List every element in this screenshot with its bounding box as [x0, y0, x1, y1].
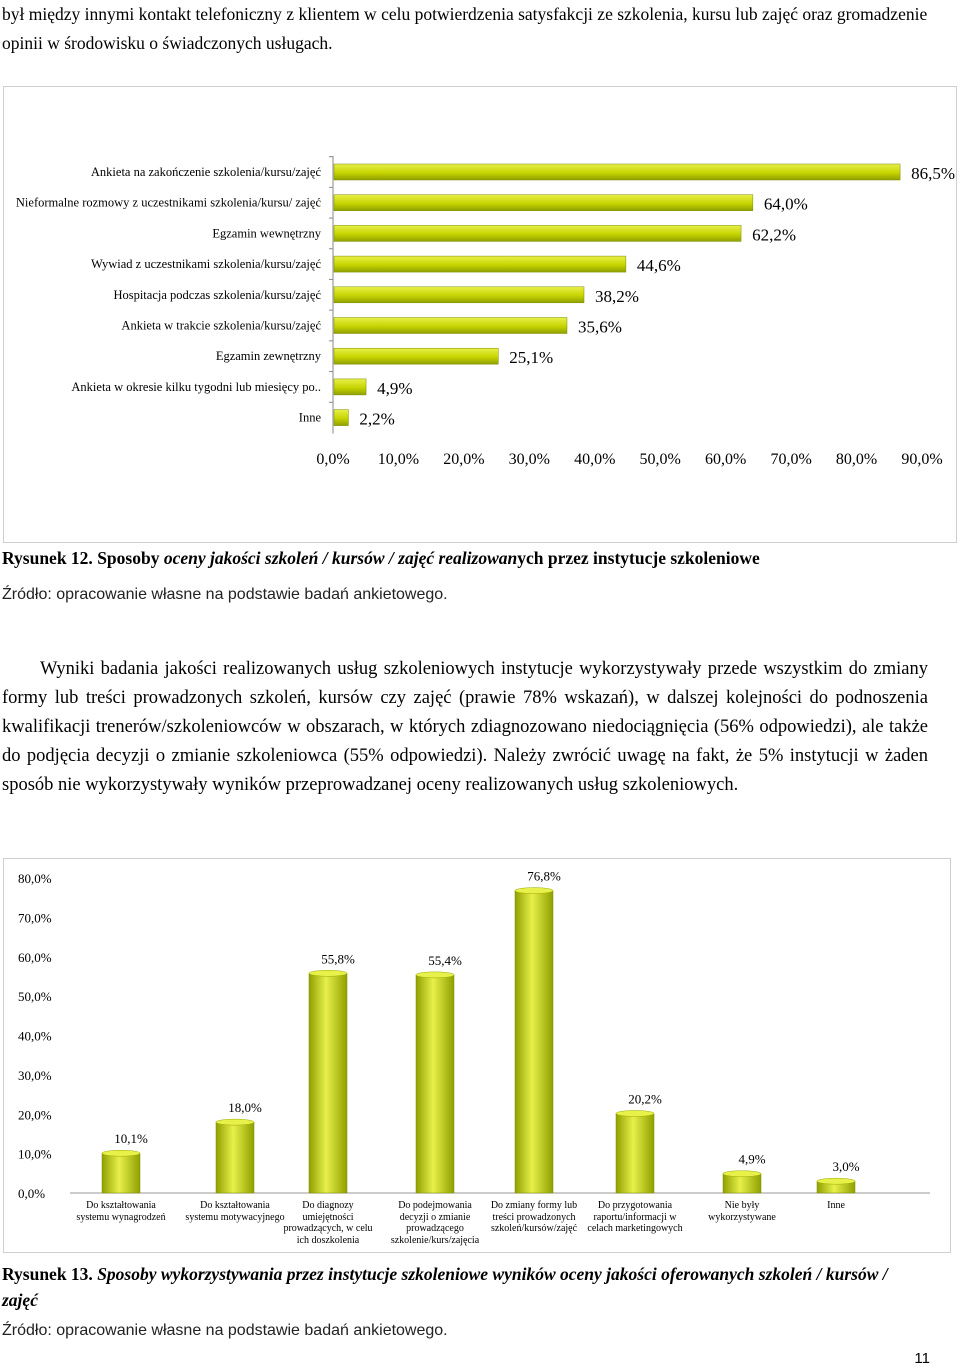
chart-13-y-tick-label: 50,0% [18, 989, 52, 1005]
chart-13-value-label: 10,1% [114, 1131, 148, 1147]
chart-13-bar-cap [216, 1119, 254, 1125]
chart-12-category-label: Ankieta w trakcie szkolenia/kursu/zajęć [121, 318, 321, 333]
chart-12-category-label: Wywiad z uczestnikami szkolenia/kursu/zajęć [90, 257, 321, 272]
figure-12-caption-italic: oceny jakości szkoleń / kursów / zajęć realizowan [163, 548, 518, 568]
figure-12-source: Źródło: opracowanie własne na podstawie badań ankietowego. [2, 586, 448, 603]
chart-13-bar [416, 975, 454, 1193]
chart-12-x-tick-label: 20,0% [443, 451, 485, 468]
chart-12-value-label: 62,2% [752, 225, 796, 245]
chart-13-bar-cap [515, 888, 553, 894]
chart-13-category-label: Nie były wykorzystywane [708, 1200, 776, 1223]
chart-13-bar-cap [817, 1178, 855, 1184]
chart-13-y-tick-label: 60,0% [18, 949, 52, 965]
chart-13-bar-cap [723, 1171, 761, 1177]
chart-12-category-label: Inne [298, 410, 321, 425]
chart-13-y-tick-label: 70,0% [18, 910, 52, 926]
chart-13-value-label: 55,4% [428, 952, 462, 968]
figure-13-caption [2, 1261, 902, 1313]
chart-12-x-tick-label: 30,0% [508, 451, 550, 468]
figure-12-caption-part2: ych przez instytucje szkoleniowe [517, 548, 760, 568]
chart-13-value-label: 18,0% [228, 1100, 262, 1116]
figure-13-source: Źródło: opracowanie własne na podstawie badań ankietowego. [2, 1322, 448, 1339]
chart-13-bar [216, 1122, 254, 1193]
chart-13-value-label: 4,9% [738, 1151, 766, 1167]
figure-13-caption-italic: Sposoby wykorzystywania przez instytucje szkoleniowe wyników oceny jakości oferowanych szkoleń / kursów / zajęć [2, 1264, 888, 1310]
chart-13-bar-cap [416, 972, 454, 978]
chart-12-value-label: 4,9% [377, 378, 413, 398]
chart-13-category-label: Do kształtowania systemu motywacyjnego [185, 1200, 285, 1223]
chart-12-category-label: Egzamin zewnętrzny [215, 349, 321, 364]
chart-13-y-tick-label: 10,0% [18, 1146, 52, 1162]
chart-12-x-tick-label: 10,0% [377, 451, 420, 468]
chart-12-category-label: Hospitacja podczas szkolenia/kursu/zajęć [113, 287, 321, 302]
chart-12-x-tick-label: 70,0% [770, 451, 812, 468]
intro-paragraph: był między innymi kontakt telefoniczny z klientem w celu potwierdzenia satysfakcji ze szkolenia, kursu lub zajęć oraz gromadzenie opinii w środowisku o świadczonych usługach. [2, 4, 928, 53]
chart-12-value-label: 44,6% [636, 256, 681, 276]
chart-12-x-tick-label: 40,0% [574, 451, 616, 468]
chart-13-bar-cap [102, 1150, 140, 1156]
chart-13-y-tick-label: 80,0% [18, 871, 52, 886]
chart-12-category-label: Egzamin wewnętrzny [212, 226, 321, 241]
figure-13-caption-prefix: Rysunek 13. [2, 1264, 93, 1284]
chart-13-y-tick-label: 20,0% [18, 1107, 52, 1123]
chart-12-value-label: 2,2% [359, 409, 395, 429]
page-number: 11 [914, 1350, 930, 1367]
chart-12-x-tick-label: 90,0% [901, 451, 943, 468]
figure-12-caption-prefix: Rysunek 12. [2, 548, 93, 568]
chart-12-value-label: 38,2% [594, 286, 639, 306]
chart-13-category-label: Do przygotowania raportu/informacji w celach marketingowych [587, 1200, 683, 1234]
chart-12-x-tick-label: 80,0% [835, 451, 878, 468]
chart-13-bar [515, 891, 553, 1193]
chart-13-y-tick-label: 40,0% [18, 1028, 52, 1044]
chart-13-bar-cap [309, 970, 347, 976]
chart-12-x-tick-label: 0,0% [316, 451, 350, 468]
chart-13-bar [309, 973, 347, 1193]
chart-13-category-label: Do podejmowania decyzji o zmianie prowadzącego szkolenie/kurs/zajęcia [390, 1200, 480, 1246]
chart-13-value-label: 20,2% [628, 1091, 662, 1107]
figure-12-caption-part1: Sposoby [97, 548, 164, 568]
chart-13-value-label: 55,8% [321, 951, 355, 967]
chart-12-value-label: 25,1% [509, 348, 554, 368]
chart-13-bar-cap [616, 1110, 654, 1116]
chart-13-value-label: 76,8% [527, 868, 561, 884]
chart-12-x-tick-label: 60,0% [705, 451, 747, 468]
chart-13-y-tick-label: 30,0% [18, 1067, 52, 1083]
chart-13-bar [616, 1113, 654, 1193]
chart-12-category-label: Ankieta na zakończenie szkolenia/kursu/zajęć [90, 165, 321, 179]
chart-12-category-label: Ankieta w okresie kilku tygodni lub miesięcy po.. [71, 379, 321, 394]
chart-12-x-tick-label: 50,0% [639, 451, 681, 468]
chart-13-value-label: 3,0% [832, 1159, 860, 1175]
chart-13-category-label: Do zmiany formy lub treści prowadzonych szkoleń/kursów/zajęć [490, 1200, 578, 1234]
chart-12-value-label: 86,5% [911, 164, 956, 183]
chart-13-category-label: Inne [827, 1200, 845, 1211]
chart-13-category-label: Do diagnozy umiejętności prowadzących, w celu ich doszkolenia [283, 1200, 373, 1246]
chart-12-value-label: 35,6% [577, 317, 622, 337]
body-paragraph: Wyniki badania jakości realizowanych usług szkoleniowych instytucje wykorzystywały przede wszystkim do zmiany formy lub treści prowadzonych szkoleń, kursów czy zajęć (prawie 78% wskazań), w dalszej kolejności do podnoszenia kwalifikacji trenerów/szkoleniowców w obszarach, w których zdiagnozowano niedociągnięcia (56% odpowiedzi), ale także do podjęcia decyzji o zmianie szkoleniowca (55% odpowiedzi). Należy zwrócić uwagę na fakt, że 5% instytucji w żaden sposób nie wykorzystywały wyników przeprowadzanej oceny realizowanych usług szkoleniowych. [2, 659, 928, 795]
chart-13-bar [102, 1153, 140, 1193]
chart-12-category-label: Nieformalne rozmowy z uczestnikami szkolenia/kursu/ zajęć [15, 195, 321, 210]
chart-13-y-tick-label: 0,0% [18, 1186, 46, 1201]
chart-13-category-label: Do kształtowania systemu wynagrodzeń [76, 1200, 166, 1223]
chart-12-value-label: 64,0% [763, 194, 808, 214]
